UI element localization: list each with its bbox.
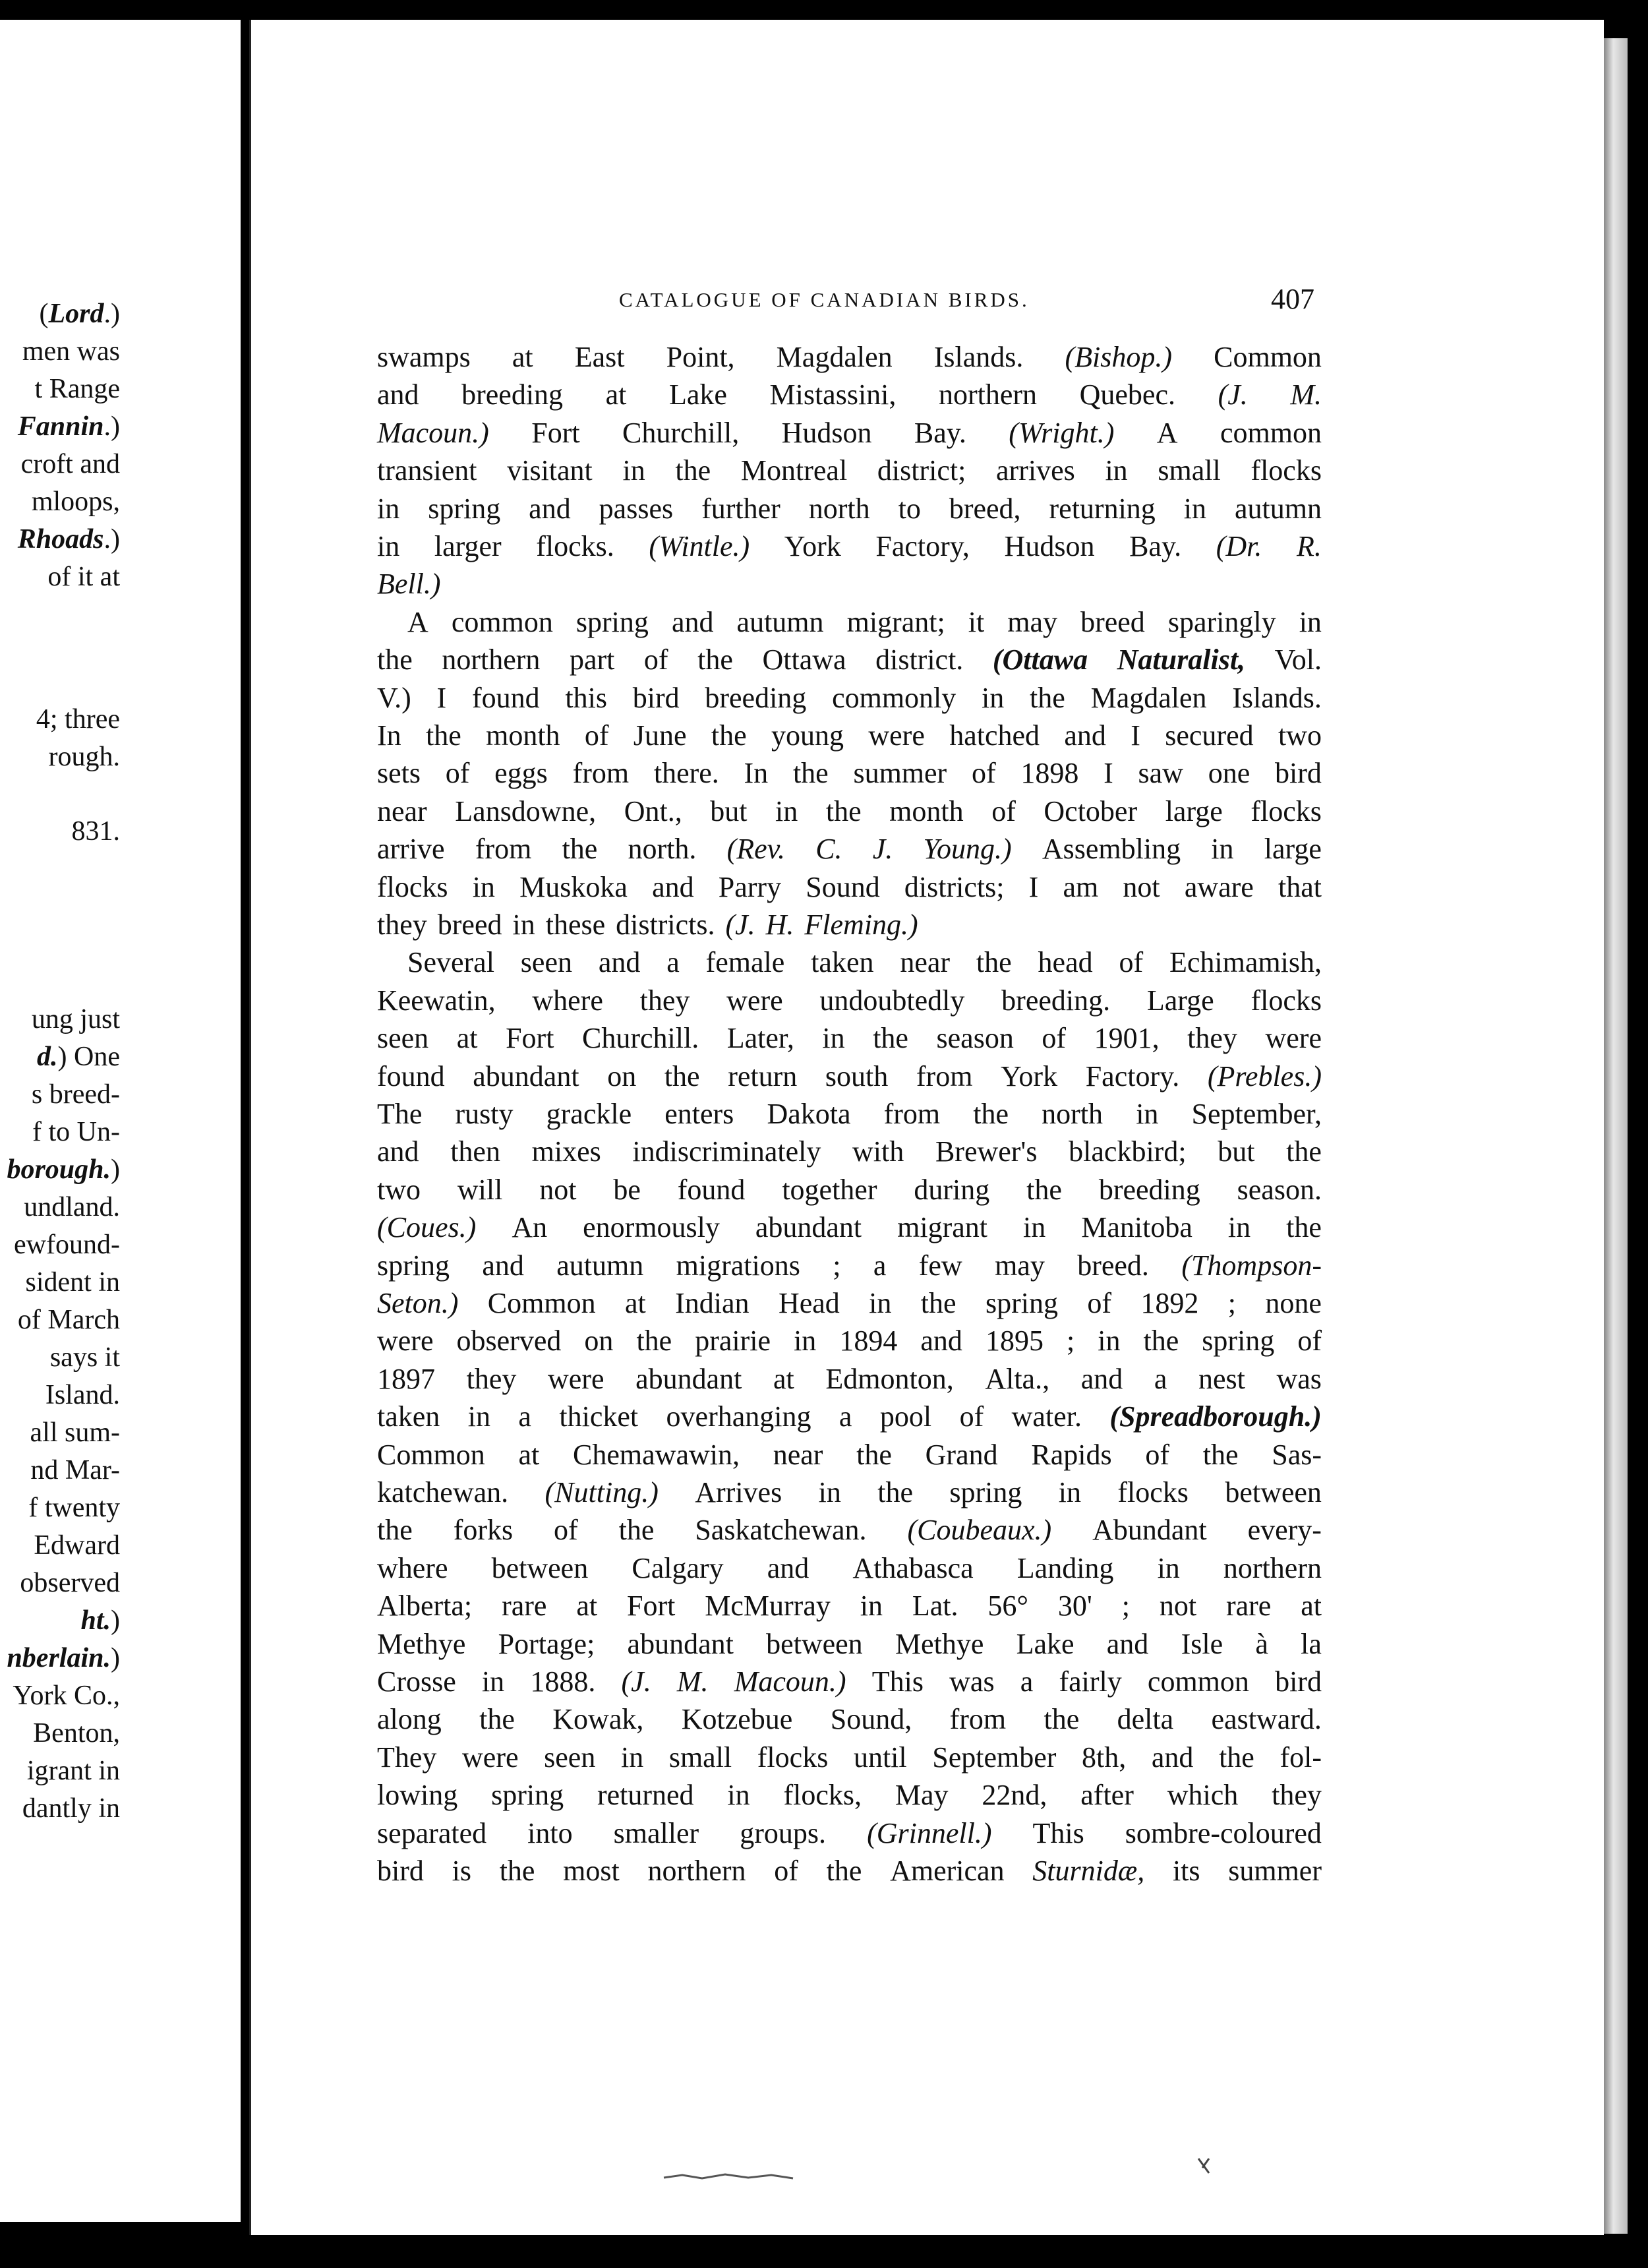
body-line: separated into smaller groups. (Grinnell.) This sombre-coloured — [377, 1816, 1322, 1849]
facing-page-line: rough. — [48, 742, 120, 772]
body-line: they breed in these districts. (J. H. Fleming.) — [377, 909, 918, 941]
facing-page-line: f to Un- — [32, 1117, 120, 1147]
facing-page-line: s breed- — [31, 1079, 120, 1110]
facing-page-line: t Range — [34, 374, 120, 404]
body-line: V.) I found this bird breeding commonly in the Magdalen Islands. — [377, 681, 1322, 714]
facing-page-line: says it — [49, 1342, 120, 1373]
running-head: CATALOGUE OF CANADIAN BIRDS. — [619, 288, 1030, 311]
body-line: swamps at East Point, Magdalen Islands. (Bishop.) Common — [377, 341, 1322, 373]
scan-speck — [662, 2172, 794, 2182]
body-line: in spring and passes further north to breed, returning in autumn — [377, 492, 1322, 525]
body-line: In the month of June the young were hatched and I secured two — [377, 719, 1322, 752]
facing-page-line: Rhoads.) — [17, 524, 120, 554]
body-line: were observed on the prairie in 1894 and 1895 ; in the spring of — [377, 1325, 1322, 1358]
body-line: They were seen in small flocks until September 8th, and the fol- — [377, 1741, 1322, 1774]
facing-page-line: undland. — [24, 1192, 120, 1222]
facing-page-line: observed — [20, 1568, 120, 1598]
body-line: (Coues.) An enormously abundant migrant in Manitoba in the — [377, 1211, 1322, 1244]
facing-page-fragment — [0, 20, 241, 2222]
facing-page-line: of March — [17, 1305, 120, 1335]
page-edge-shadow — [1604, 38, 1628, 2234]
body-line: found abundant on the return south from York Factory. (Prebles.) — [377, 1059, 1322, 1092]
facing-page-line: d.) One — [37, 1042, 120, 1072]
body-line: katchewan. (Nutting.) Arrives in the spring in flocks between — [377, 1476, 1322, 1508]
body-line: Several seen and a female taken near the head of Echimamish, — [407, 946, 1322, 979]
body-line: arrive from the north. (Rev. C. J. Young.) Assembling in large — [377, 833, 1322, 866]
facing-page-line: of it at — [47, 562, 120, 592]
facing-page-line: ung just — [31, 1004, 120, 1034]
body-line: Bell.) — [377, 568, 441, 601]
body-line: transient visitant in the Montreal district; arrives in small flocks — [377, 454, 1322, 487]
scan-speck — [1196, 2156, 1213, 2176]
body-line: The rusty grackle enters Dakota from the north in September, — [377, 1098, 1322, 1130]
facing-page-line: York Co., — [13, 1681, 120, 1711]
facing-page-line: Fannin.) — [17, 411, 120, 442]
body-line: Keewatin, where they were undoubtedly breeding. Large flocks — [377, 984, 1322, 1017]
body-line: A common spring and autumn migrant; it may breed sparingly in — [407, 605, 1322, 638]
body-line: Seton.) Common at Indian Head in the spring of 1892 ; none — [377, 1287, 1322, 1319]
facing-page-line: f twenty — [28, 1493, 120, 1523]
facing-page-line: Edward — [34, 1530, 120, 1561]
body-line: and breeding at Lake Mistassini, northern Quebec. (J. M. — [377, 378, 1322, 411]
body-line: the forks of the Saskatchewan. (Coubeaux.) Abundant every- — [377, 1514, 1322, 1547]
body-line: Common at Chemawawin, near the Grand Rapids of the Sas- — [377, 1438, 1322, 1471]
facing-page-line: borough.) — [7, 1154, 120, 1185]
body-line: lowing spring returned in flocks, May 22nd, after which they — [377, 1779, 1322, 1812]
facing-page-line: (Lord.) — [39, 299, 120, 329]
body-line: 1897 they were abundant at Edmonton, Alta., and a nest was — [377, 1362, 1322, 1395]
facing-page-line: sident in — [25, 1267, 120, 1298]
facing-page-line: Benton, — [33, 1718, 120, 1748]
body-line: Macoun.) Fort Churchill, Hudson Bay. (Wright.) A common — [377, 416, 1322, 449]
body-line: in larger flocks. (Wintle.) York Factory, Hudson Bay. (Dr. R. — [377, 530, 1322, 562]
body-line: the northern part of the Ottawa district. (Ottawa Naturalist, Vol. — [377, 643, 1322, 676]
body-line: where between Calgary and Athabasca Landing in northern — [377, 1551, 1322, 1584]
body-line: Methye Portage; abundant between Methye Lake and Isle à la — [377, 1627, 1322, 1660]
facing-page-line: dantly in — [22, 1793, 120, 1824]
facing-page-line: men was — [22, 336, 120, 367]
body-line: seen at Fort Churchill. Later, in the season of 1901, they were — [377, 1022, 1322, 1055]
facing-page-line: mloops, — [31, 487, 120, 517]
body-line: along the Kowak, Kotzebue Sound, from the delta eastward. — [377, 1703, 1322, 1736]
body-line: Crosse in 1888. (J. M. Macoun.) This was a fairly common bird — [377, 1665, 1322, 1698]
body-line: two will not be found together during the breeding season. — [377, 1173, 1322, 1206]
body-line: spring and autumn migrations ; a few may breed. (Thompson- — [377, 1249, 1322, 1282]
facing-page-line: ht.) — [80, 1605, 120, 1636]
body-line: Alberta; rare at Fort McMurray in Lat. 56° 30' ; not rare at — [377, 1590, 1322, 1623]
facing-page-line: croft and — [20, 449, 120, 479]
facing-page-line: ewfound- — [14, 1230, 120, 1260]
body-line: sets of eggs from there. In the summer of 1898 I saw one bird — [377, 757, 1322, 790]
facing-page-line: 4; three — [36, 704, 120, 734]
facing-page-line: igrant in — [26, 1756, 120, 1786]
body-line: taken in a thicket overhanging a pool of water. (Spreadborough.) — [377, 1400, 1322, 1433]
facing-page-line: nberlain.) — [7, 1643, 120, 1673]
facing-page-line: all sum- — [30, 1418, 120, 1448]
facing-page-line: nd Mar- — [30, 1455, 120, 1485]
body-line: near Lansdowne, Ont., but in the month of October large flocks — [377, 794, 1322, 827]
facing-page-line: 831. — [71, 816, 120, 847]
page-number: 407 — [1271, 283, 1314, 315]
body-line: flocks in Muskoka and Parry Sound districts; I am not aware that — [377, 870, 1322, 903]
body-line: and then mixes indiscriminately with Brewer's blackbird; but the — [377, 1135, 1322, 1168]
body-line: bird is the most northern of the American Sturnidæ, its summer — [377, 1855, 1322, 1887]
facing-page-line: Island. — [45, 1380, 120, 1410]
